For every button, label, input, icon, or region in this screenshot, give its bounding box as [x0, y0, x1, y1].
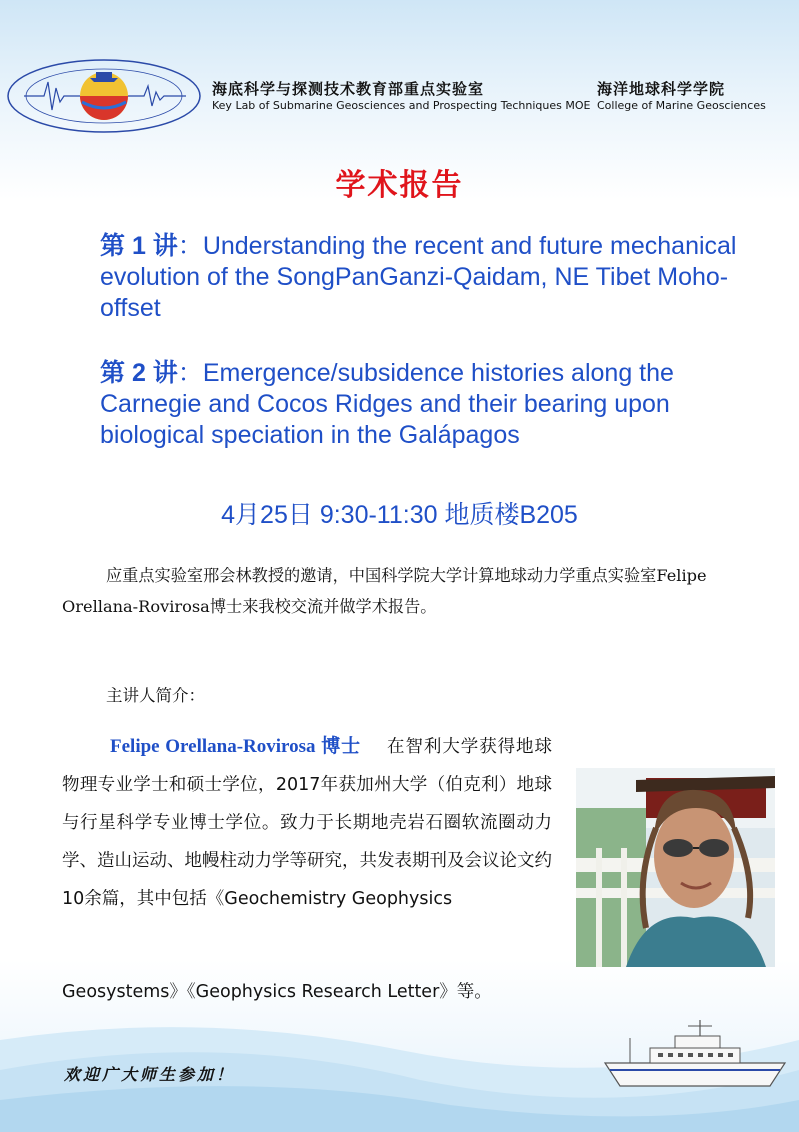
speaker-name: Felipe Orellana-Rovirosa 博士: [110, 736, 362, 757]
lecture-1-sep: ：: [177, 232, 203, 260]
lecture-2: [100, 358, 760, 451]
time-and-place: 4月25日 9:30-11:30 地质楼B205: [221, 501, 578, 529]
lecture-2-title: Emergence/subsidence histories along the Carnegie and Cocos Ridges and their bearing upon biological speciation in the Galápagos: [100, 359, 674, 449]
lecture-2-sep: ：: [177, 359, 203, 387]
lecture-2-label: 第 2 讲: [100, 359, 178, 387]
lecture-1-title: Understanding the recent and future mechanical evolution of the SongPanGanzi-Qaidam, NE Tibet Moho-offset: [100, 232, 737, 322]
speaker-bio: [62, 728, 552, 918]
research-ship-icon: [600, 1018, 790, 1093]
college-name-en: College of Marine Geosciences: [597, 99, 766, 112]
speaker-bio-heading: 主讲人简介：: [106, 686, 205, 705]
lecture-1-label: 第 1 讲: [100, 232, 178, 260]
lecture-1: [100, 231, 760, 324]
welcome-text: 欢迎广大师生参加！: [64, 1065, 236, 1084]
lab-name-cn: 海底科学与探测技术教育部重点实验室: [212, 80, 485, 98]
speaker-bio-last-line: Geosystems》《Geophysics Research Letter》等。: [62, 982, 492, 1002]
lab-name-en: Key Lab of Submarine Geosciences and Prospecting Techniques MOE: [212, 99, 591, 112]
intro-paragraph: 应重点实验室邢会林教授的邀请，中国科学院大学计算地球动力学重点实验室Felipe Orellana-Rovirosa博士来我校交流并做学术报告。: [62, 566, 707, 616]
speaker-photo: [576, 768, 775, 967]
college-name-cn: 海洋地球科学学院: [597, 80, 726, 98]
lab-logo: [4, 52, 204, 136]
page-title: 学术报告: [335, 168, 464, 203]
speaker-bio-text: 在智利大学获得地球物理专业学士和硕士学位，2017年获加州大学（伯克利）地球与行星科学专业博士学位。致力于长期地壳岩石圈软流圈动力学、造山运动、地幔柱动力学等研究，共发表期刊及会议论文约10余篇，其中包括《Geochemistry Geophysics: [62, 737, 552, 909]
page-header: [0, 0, 799, 140]
